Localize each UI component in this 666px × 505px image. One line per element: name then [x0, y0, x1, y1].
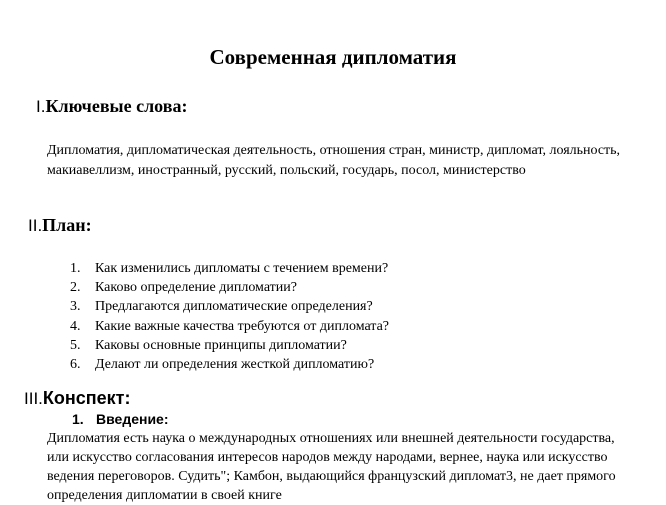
list-item-number: 2. [70, 280, 81, 296]
list-item-text: Каково определение дипломатии? [95, 280, 297, 296]
section-title: План: [42, 215, 92, 235]
list-item-text: Делают ли определения жесткой дипломатию? [95, 357, 375, 373]
list-item-text: Каковы основные принципы дипломатии? [95, 337, 347, 353]
list-item-number: 3. [70, 299, 81, 315]
subsection-number: 1. [72, 411, 84, 427]
section-heading-summary [24, 387, 130, 411]
list-item-number: 4. [70, 318, 81, 334]
list-item-text: Как изменились дипломаты с течением времени? [95, 261, 389, 276]
section-numeral: III. [24, 389, 43, 408]
list-item [70, 355, 389, 374]
subsection-heading-intro [72, 410, 169, 428]
list-item [70, 317, 389, 336]
section-title: Конспект: [42, 388, 131, 408]
section-numeral: I. [36, 97, 46, 116]
list-item [70, 259, 389, 278]
list-item-text: Какие важные качества требуются от дипломата? [95, 318, 390, 334]
list-item [70, 336, 389, 355]
list-item-text: Предлагаются дипломатические определения? [95, 299, 373, 315]
document-title: Современная дипломатия [209, 45, 457, 69]
list-item [70, 297, 389, 316]
list-item-number: 1. [70, 261, 81, 276]
section-heading-keywords [36, 95, 187, 119]
section-title: Ключевые слова: [45, 96, 188, 116]
keywords-paragraph: Дипломатия, дипломатическая деятельность, отношения стран, министр, дипломат, лояльность, макиавеллизм, иностранный, русский, польский, государь, посол, министерство [47, 143, 621, 178]
subsection-title: Введение: [96, 411, 169, 427]
list-item [70, 278, 389, 297]
list-item-number: 6. [70, 357, 81, 373]
plan-list [70, 259, 389, 374]
intro-paragraph: Дипломатия есть наука о международных отношениях или внешней деятельности государства, или искусство согласования интересов народов между народами, вернее, наука или искусство ведения переговоров. Судить"; Камбон, выдающийся французский дипломат3, не дает прямого определения дипломатии в своей книге [47, 431, 616, 503]
section-numeral: II. [28, 216, 43, 235]
list-item-number: 5. [70, 337, 81, 353]
section-heading-plan [28, 214, 92, 238]
